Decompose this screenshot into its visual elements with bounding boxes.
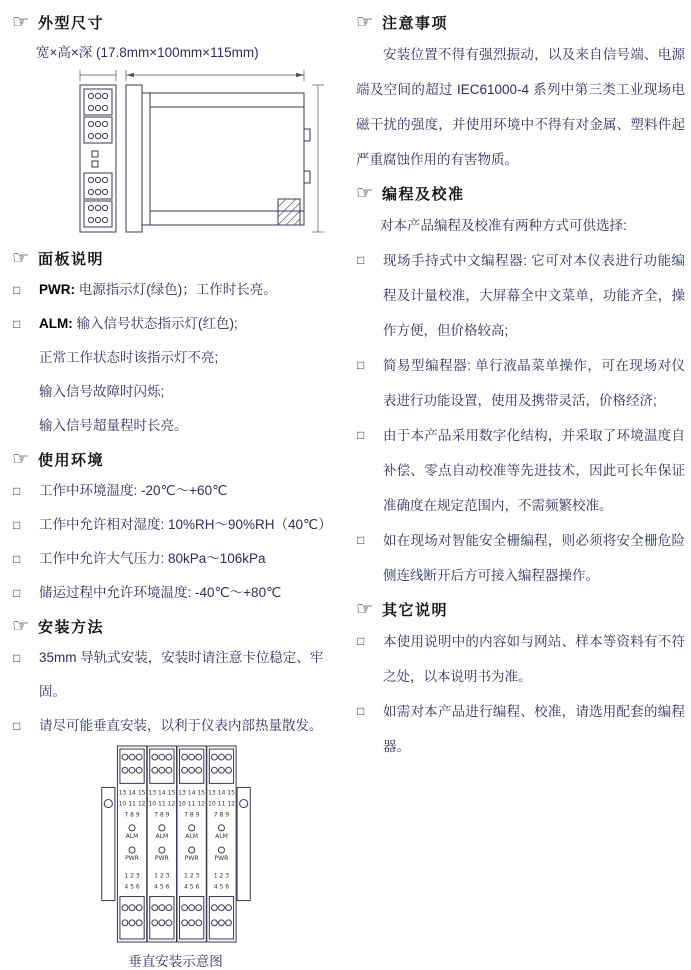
item-text: 如需对本产品进行编程、校准，请选用配套的编程器。 <box>383 704 685 754</box>
terminal-number-label: 4 5 6 <box>123 883 140 891</box>
terminal-screw <box>151 754 157 760</box>
terminal-screw <box>122 905 128 911</box>
terminal-screw <box>211 754 217 760</box>
led-indicator <box>188 825 194 831</box>
list-item <box>354 243 685 348</box>
terminal-number-label: 7 8 9 <box>153 811 170 819</box>
terminal-screw <box>158 905 164 911</box>
led-label: PWR <box>184 855 199 863</box>
mounting-figure <box>10 745 341 970</box>
mounting-diagram <box>101 745 251 943</box>
pointing-hand-icon: ☞ <box>12 616 30 637</box>
terminal-number-label: 1 2 3 <box>213 872 229 880</box>
checkbox-bullet: □ <box>357 428 365 442</box>
terminal-screw <box>136 905 142 911</box>
item-text: 请尽可能垂直安装，以利于仪表内部热量散发。 <box>39 718 323 733</box>
terminal-screw <box>88 133 93 138</box>
checkbox-bullet: □ <box>13 552 21 566</box>
terminal-screw <box>195 767 201 773</box>
terminal-screw <box>181 920 187 926</box>
dimension-text: 宽×高×深 (17.8mm×100mm×115mm) <box>36 45 259 60</box>
led-label: PWR <box>214 855 228 863</box>
terminal-screw <box>88 189 93 194</box>
din-rail-module <box>177 746 206 942</box>
led-label: ALM <box>184 832 198 840</box>
checkbox-bullet: □ <box>13 518 21 532</box>
din-rail-module <box>117 746 146 942</box>
led-indicator <box>129 847 135 853</box>
figure-caption: 垂直安装示意图 <box>128 954 223 969</box>
terminal-screw <box>129 920 135 926</box>
led-label: PWR <box>124 855 139 863</box>
list-item <box>10 341 341 375</box>
end-bracket-right <box>237 787 250 900</box>
section-header-installation <box>12 616 341 637</box>
terminal-screw <box>195 754 201 760</box>
item-text: 简易型编程器: 单行液晶菜单操作，可在现场对仪表进行功能设置，使用及携带灵活，价格经济; <box>383 358 685 408</box>
terminal-screw <box>122 767 128 773</box>
left-column <box>10 6 341 970</box>
checkbox-bullet <box>10 375 39 409</box>
item-text: 工作中环境温度: -20℃～+60℃ <box>39 483 228 498</box>
item-text: 如在现场对智能安全栅编程，则必须将安全栅危险侧连线断开后方可接入编程器操作。 <box>383 533 685 583</box>
list-item <box>10 474 341 508</box>
item-text: 工作中允许大气压力: 80kPa～106kPa <box>39 551 266 566</box>
list-item <box>354 694 685 764</box>
led-label: ALM <box>154 832 168 840</box>
terminal-screw <box>218 754 224 760</box>
terminal-screw <box>158 920 164 926</box>
terminal-screw <box>165 767 171 773</box>
item-text: 输入信号状态指示灯(红色); <box>72 316 238 331</box>
pointing-hand-icon: ☞ <box>12 248 30 269</box>
led-indicator <box>158 847 164 853</box>
terminal-screw <box>165 905 171 911</box>
terminal-screw <box>225 920 231 926</box>
terminal-screw <box>188 767 194 773</box>
terminal-screw <box>95 177 100 182</box>
checkbox-bullet <box>10 341 39 375</box>
section-title-notice: 注意事项 <box>382 15 449 32</box>
terminal-screw <box>102 205 107 210</box>
terminal-screw <box>102 93 107 98</box>
item-text: 35mm 导轨式安装，安装时请注意卡位稳定、牢固。 <box>39 650 324 699</box>
terminal-number-label: 10 11 12 <box>177 800 205 808</box>
terminal-screw <box>102 177 107 182</box>
terminal-screw <box>151 767 157 773</box>
terminal-screw <box>225 767 231 773</box>
outline-drawing-svg <box>40 67 332 237</box>
item-text: 正常工作状态时该指示灯不亮; <box>39 350 219 365</box>
section-header-other <box>356 599 685 620</box>
terminal-number-label: 4 5 6 <box>183 883 199 891</box>
checkbox-bullet: □ <box>13 283 21 297</box>
item-text: 本使用说明中的内容如与网站、样本等资料有不符之处，以本说明书为准。 <box>383 634 685 684</box>
checkbox-bullet: □ <box>357 253 365 267</box>
terminal-screw <box>129 767 135 773</box>
terminal-screw <box>102 133 107 138</box>
item-text: 现场手持式中文编程器: 它可对本仪表进行功能编程及计量校准，大屏幕全中文菜单，功能齐全，操作方便，但价格较高; <box>383 253 685 338</box>
pointing-hand-icon: ☞ <box>12 12 30 33</box>
terminal-screw <box>195 920 201 926</box>
section-title-panel: 面板说明 <box>38 251 105 268</box>
item-text: 工作中允许相对湿度: 10%RH～90%RH（40℃） <box>39 517 332 532</box>
list-item <box>10 508 341 542</box>
terminal-screw <box>95 105 100 110</box>
din-rail-module <box>147 746 176 942</box>
section-header-environment <box>12 449 341 470</box>
led-indicator <box>218 825 224 831</box>
terminal-screw <box>102 189 107 194</box>
pointing-hand-icon: ☞ <box>356 12 374 33</box>
terminal-screw <box>95 121 100 126</box>
terminal-screw <box>88 105 93 110</box>
terminal-screw <box>95 189 100 194</box>
terminal-screw <box>158 767 164 773</box>
list-item <box>354 523 685 593</box>
section-title-installation: 安装方法 <box>38 619 105 636</box>
terminal-screw <box>188 905 194 911</box>
terminal-screw <box>95 217 100 222</box>
section-title-environment: 使用环境 <box>38 452 105 469</box>
list-item <box>10 542 341 576</box>
pointing-hand-icon: ☞ <box>12 449 30 470</box>
terminal-screw <box>95 93 100 98</box>
section-header-dimensions <box>12 12 341 33</box>
list-item <box>10 307 341 341</box>
checkbox-bullet: □ <box>13 317 21 331</box>
terminal-screw <box>218 905 224 911</box>
terminal-screw <box>122 920 128 926</box>
terminal-screw <box>88 177 93 182</box>
din-clip-hatching <box>278 199 300 225</box>
checkbox-bullet: □ <box>13 719 21 733</box>
terminal-number-label: 1 2 3 <box>123 872 140 880</box>
item-text: 储运过程中允许环境温度: -40℃～+80℃ <box>39 585 282 600</box>
terminal-screw <box>88 93 93 98</box>
led-name-label: ALM: <box>39 316 73 331</box>
terminal-screw <box>181 767 187 773</box>
terminal-screw <box>136 754 142 760</box>
outline-dimension-drawing <box>40 67 341 242</box>
terminal-screw <box>129 754 135 760</box>
terminal-number-label: 13 14 15 <box>147 789 175 797</box>
terminal-screw <box>122 754 128 760</box>
notice-paragraph: 安装位置不得有强烈振动，以及来自信号端、电源端及空间的超过 IEC61000-4 系列中第三类工业现场电磁干扰的强度，并使用环境中不得有对金属、塑料件起严重腐蚀作用的有害物质。 <box>356 47 685 167</box>
led-label: PWR <box>154 855 169 863</box>
terminal-screw <box>188 754 194 760</box>
terminal-screw <box>181 754 187 760</box>
terminal-screw <box>129 905 135 911</box>
list-item <box>354 624 685 694</box>
terminal-screw <box>102 105 107 110</box>
terminal-number-label: 1 2 3 <box>183 872 199 880</box>
list-item <box>10 641 341 709</box>
terminal-screw <box>211 905 217 911</box>
terminal-number-label: 10 11 12 <box>207 800 235 808</box>
list-item <box>10 409 341 443</box>
terminal-number-label: 13 14 15 <box>177 789 205 797</box>
terminal-screw <box>188 920 194 926</box>
terminal-screw <box>211 920 217 926</box>
checkbox-bullet: □ <box>357 704 365 718</box>
list-item <box>10 375 341 409</box>
led-indicator <box>129 825 135 831</box>
terminal-screw <box>151 920 157 926</box>
checkbox-bullet: □ <box>357 634 365 648</box>
terminal-number-label: 4 5 6 <box>153 883 170 891</box>
terminal-screw <box>225 754 231 760</box>
terminal-screw <box>151 905 157 911</box>
pointing-hand-icon: ☞ <box>356 183 374 204</box>
end-bracket-left <box>101 787 114 900</box>
section-title-dimensions: 外型尺寸 <box>38 15 105 32</box>
terminal-screw <box>95 205 100 210</box>
led-indicator <box>188 847 194 853</box>
terminal-number-label: 10 11 12 <box>147 800 175 808</box>
terminal-screw <box>158 754 164 760</box>
led-label: ALM <box>214 832 228 840</box>
terminal-screw <box>95 133 100 138</box>
item-text: 输入信号故障时闪烁; <box>39 384 165 399</box>
terminal-number-label: 10 11 12 <box>118 800 146 808</box>
device-side-view <box>126 85 310 232</box>
terminal-screw <box>88 205 93 210</box>
led-label: ALM <box>125 832 138 840</box>
pointing-hand-icon: ☞ <box>356 599 374 620</box>
led-indicator <box>158 825 164 831</box>
led-name-label: PWR: <box>39 282 75 297</box>
list-item <box>10 709 341 743</box>
terminal-screw <box>181 905 187 911</box>
terminal-screw <box>225 905 231 911</box>
terminal-screw <box>102 121 107 126</box>
programming-intro: 对本产品编程及校准有两种方式可供选择: <box>380 218 627 233</box>
terminal-screw <box>165 754 171 760</box>
section-header-programming <box>356 183 685 204</box>
terminal-number-label: 4 5 6 <box>213 883 229 891</box>
checkbox-bullet: □ <box>13 651 21 665</box>
terminal-screw <box>211 767 217 773</box>
section-header-panel <box>12 248 341 269</box>
terminal-screw <box>218 767 224 773</box>
terminal-number-label: 7 8 9 <box>123 811 140 819</box>
section-title-programming: 编程及校准 <box>382 186 465 203</box>
terminal-number-label: 1 2 3 <box>153 872 170 880</box>
terminal-screw <box>88 217 93 222</box>
item-text: 输入信号超量程时长亮。 <box>39 418 188 433</box>
checkbox-bullet: □ <box>357 358 365 372</box>
checkbox-bullet <box>10 409 39 443</box>
terminal-number-label: 13 14 15 <box>207 789 235 797</box>
checkbox-bullet: □ <box>13 586 21 600</box>
item-text: 电源指示灯(绿色)；工作时长亮。 <box>75 282 277 297</box>
list-item <box>354 348 685 418</box>
terminal-number-label: 7 8 9 <box>213 811 229 819</box>
terminal-screw <box>136 767 142 773</box>
terminal-screw <box>88 121 93 126</box>
terminal-screw <box>102 217 107 222</box>
din-rail-module <box>206 746 235 942</box>
terminal-number-label: 13 14 15 <box>118 789 146 797</box>
list-item <box>354 418 685 523</box>
device-front-view <box>80 85 116 232</box>
section-header-notice <box>356 12 685 33</box>
checkbox-bullet: □ <box>357 533 365 547</box>
terminal-screw <box>218 920 224 926</box>
list-item <box>10 576 341 610</box>
led-indicator <box>218 847 224 853</box>
terminal-screw <box>136 920 142 926</box>
section-title-other: 其它说明 <box>382 602 449 619</box>
right-column <box>354 6 685 970</box>
terminal-screw <box>165 920 171 926</box>
terminal-screw <box>195 905 201 911</box>
terminal-number-label: 7 8 9 <box>183 811 199 819</box>
list-item <box>10 273 341 307</box>
checkbox-bullet: □ <box>13 484 21 498</box>
item-text: 由于本产品采用数字化结构，并采取了环境温度自补偿、零点自动校准等先进技术，因此可长年保证准确度在规定范围内，不需频繁校准。 <box>383 428 685 513</box>
